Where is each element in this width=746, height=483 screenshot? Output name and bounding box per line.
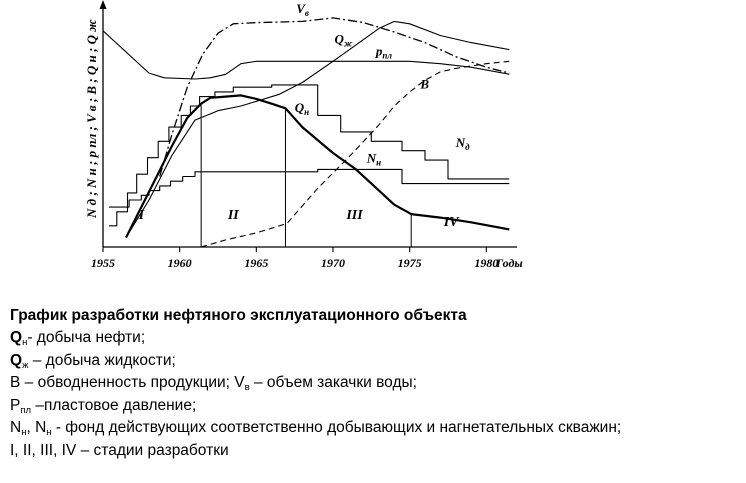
- legend-block: [10, 305, 740, 462]
- x-tick-label-1: 1955: [91, 256, 115, 270]
- y-axis-arrow: [100, 0, 107, 9]
- x-tick-label-4: 1970: [321, 256, 345, 270]
- x-axis-title: Годы: [496, 256, 523, 270]
- legend-bv: В – обводненность продукции; $V_в$ – объем закачки воды;: [10, 374, 417, 393]
- stage-label-1: I: [138, 207, 145, 223]
- chart-axes: [100, 0, 518, 247]
- x-ticks: [91, 247, 498, 270]
- x-tick-label-3: 1965: [244, 256, 269, 270]
- legend-title: График разработки нефтяного эксплуатационного объекта: [10, 307, 467, 324]
- stage-label-2: II: [227, 207, 239, 223]
- stage-boundaries: [201, 104, 411, 247]
- series-label-1: $V_в$: [296, 1, 309, 19]
- series-line-7: [109, 169, 509, 207]
- series-label-2: $Q_ж$: [334, 31, 353, 49]
- series-label-3: $p_{пл}$: [375, 43, 393, 61]
- series-line-6: [109, 85, 509, 226]
- y-axis-title: N д ; N н ; p пл ; V в ; B ; Q н ; Q ж: [84, 19, 99, 218]
- x-tick-label-5: 1975: [397, 256, 422, 270]
- series-label-4: B: [420, 76, 430, 92]
- series-label-5: $Q_н$: [294, 99, 310, 117]
- series-layer: [103, 18, 509, 247]
- series-line-3: [103, 31, 509, 79]
- legend-qn: $Q_н-$ добыча нефти;: [10, 329, 146, 348]
- stage-label-4: IV: [443, 214, 459, 230]
- legend-p: $Р_{пл}$ –пластовое давление;: [10, 396, 197, 416]
- legend-n: $N_н$, $N_н$ - фонд действующих соответственно добывающих и нагнетательных скважин;: [10, 419, 622, 438]
- stage-label-3: III: [346, 207, 363, 223]
- series-label-7: $N_н$: [366, 150, 382, 168]
- x-tick-label-2: 1960: [167, 256, 192, 270]
- legend-qzh: $Q_ж$ – добыча жидкости;: [10, 351, 176, 371]
- legend-stages: I, II, III, IV – стадии разработки: [10, 441, 229, 459]
- series-line-2: [126, 21, 509, 237]
- x-tick-label-6: 1980: [474, 256, 499, 270]
- series-label-6: $N_д$: [455, 135, 470, 153]
